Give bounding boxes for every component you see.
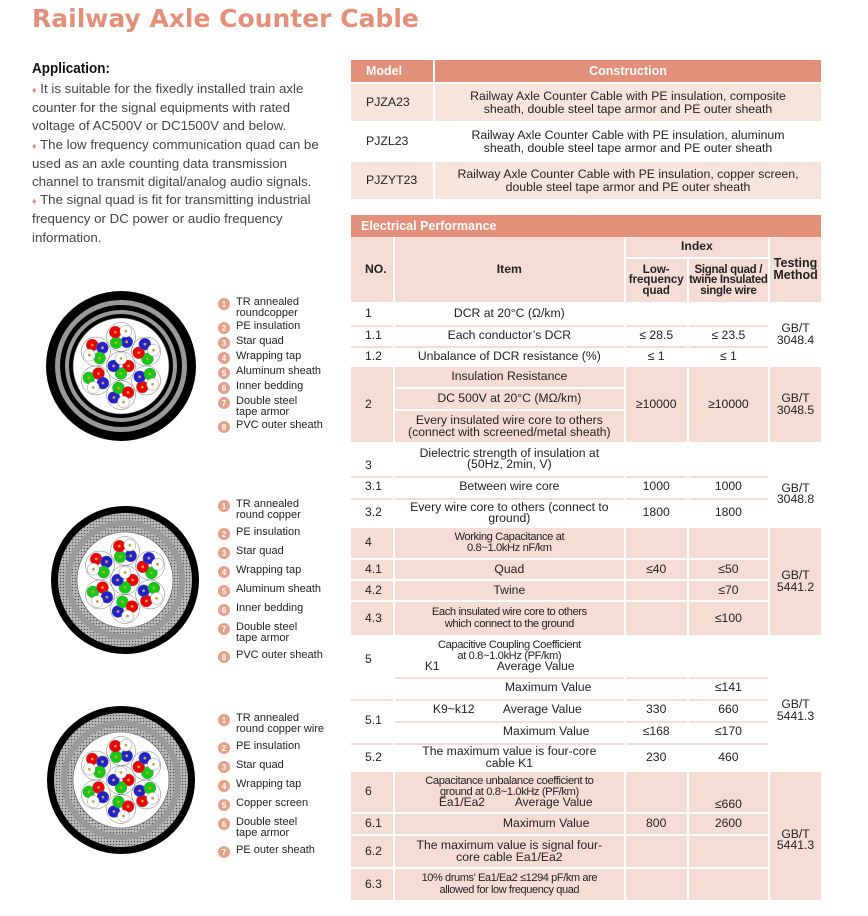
copper-conductor — [125, 754, 128, 757]
copper-conductor — [153, 587, 156, 590]
copper-conductor — [122, 401, 125, 404]
legend-number-badge-icon: 1 — [218, 298, 230, 310]
testing-method-cell: GB/T 5441.3 — [770, 772, 821, 900]
legend-item — [218, 366, 323, 379]
header-row — [351, 237, 821, 257]
legend-number-badge-icon: 4 — [218, 780, 230, 792]
legend-number-badge-icon: 2 — [218, 528, 230, 540]
copper-conductor — [128, 544, 131, 547]
copper-conductor — [122, 815, 125, 818]
table-row: 6.2 The maximum value is signal four- core cable Ea1/Ea2 — [351, 836, 821, 867]
application-bullet: ♦ The low frequency communication quad can be used as an axle counting data transmission channel to transmit digital/analog audio signals. — [32, 136, 319, 190]
item-header: Item — [395, 237, 624, 302]
copper-conductor — [117, 801, 120, 804]
legend-number-badge-icon: 6 — [218, 604, 230, 616]
legend-item — [218, 760, 324, 773]
application-bullet: ♦ It is suitable for the fixedly installed train axle counter for the signal equipments with rated voltage of AC500V or DC1500V and below. — [32, 81, 304, 134]
legend-label: TR annealed round copper wire — [236, 712, 325, 735]
copper-conductor — [124, 330, 127, 333]
model-table-header — [351, 60, 821, 82]
legend-number-badge-icon: 6 — [218, 382, 230, 394]
copper-conductor — [105, 560, 108, 563]
diamond-bullet-icon: ♦ — [32, 196, 37, 207]
copper-conductor — [117, 387, 120, 390]
copper-conductor — [138, 789, 141, 792]
cable-legend — [218, 499, 323, 669]
copper-conductor — [119, 555, 122, 558]
copper-conductor — [141, 386, 144, 389]
copper-conductor — [143, 343, 146, 346]
copper-conductor — [137, 351, 140, 354]
table-row: 6 Capacitance unbalance coefficient to ground at 0.8~1.0kHz (PF/km) Ea1/Ea2 Average Value ≤660 GB/T 5441.3 — [351, 772, 821, 812]
copper-conductor — [92, 386, 95, 389]
copper-conductor — [97, 786, 100, 789]
table-row: 1.2 Unbalance of DCR resistance (%) ≤ 1 ≤ 1 — [351, 346, 821, 365]
construction-cell: Railway Axle Counter Cable with PE insulation, composite sheath, double steel tape armor and PE outer sheath — [435, 84, 821, 121]
table-row — [351, 123, 821, 160]
copper-conductor — [112, 779, 115, 782]
table-row: 2 Insulation Resistance ≥10000 ≥10000 GB/T 3048.5 — [351, 367, 821, 387]
legend-number-badge-icon: 8 — [218, 421, 230, 433]
star-quad — [107, 323, 136, 352]
legend-item — [218, 741, 324, 754]
no-header: NO. — [351, 237, 393, 302]
legend-number-badge-icon: 3 — [218, 761, 230, 773]
legend-item — [218, 336, 323, 349]
copper-conductor — [125, 340, 128, 343]
table-row: 3.1 Between wire core 1000 1000 — [351, 476, 821, 496]
legend-item — [218, 584, 323, 597]
table-row: 1 DCR at 20°C (Ω/km) GB/T 3048.4 — [351, 304, 821, 323]
copper-conductor — [92, 800, 95, 803]
table-row: Every insulated wire core to others (connect with screened/metal sheath) — [351, 411, 821, 442]
copper-conductor — [151, 797, 154, 800]
model-table — [349, 58, 823, 201]
legend-label: Wrapping tap — [236, 350, 302, 362]
legend-label: Double steel tape armor — [236, 816, 298, 839]
legend-label: Copper screen — [236, 797, 309, 809]
copper-conductor — [114, 331, 117, 334]
copper-conductor — [102, 382, 105, 385]
testing-method-cell: GB/T 3048.4 — [770, 304, 821, 365]
construction-cell: Railway Axle Counter Cable with PE insulation, copper screen, double steel tape armor and PE outer sheath — [435, 162, 821, 199]
copper-conductor — [146, 771, 149, 774]
legend-label: Inner bedding — [236, 602, 304, 614]
legend-item — [218, 351, 323, 364]
application-section — [32, 60, 332, 247]
table-row: 4.3 Each insulated wire core to others which connect to the ground ≤100 — [351, 602, 821, 635]
copper-conductor — [149, 787, 152, 790]
signal-quad-header: Signal quad / twine Insulated single wire — [689, 259, 768, 302]
table-row: 4 Working Capacitance at 0.8~1.0kHz nF/km GB/T 5441.2 — [351, 528, 821, 558]
legend-item — [218, 420, 323, 433]
legend-label: Wrapping tap — [236, 778, 302, 790]
copper-conductor — [126, 615, 129, 618]
legend-label: Inner bedding — [236, 380, 304, 392]
copper-conductor — [120, 357, 123, 360]
table-row: 4.2 Twine ≤70 — [351, 581, 821, 600]
legend-item — [218, 527, 323, 540]
model-cell: PJZL23 — [366, 134, 409, 149]
legend-number-badge-icon: 1 — [218, 500, 230, 512]
copper-conductor — [97, 372, 100, 375]
legend-item — [218, 546, 323, 559]
copper-conductor — [120, 771, 123, 774]
legend-label: PE outer sheath — [236, 844, 315, 856]
star-quad — [111, 537, 140, 566]
legend-label: Double steel tape armor — [236, 621, 298, 644]
copper-conductor — [101, 760, 104, 763]
table-row: 6.3 10% drums' Ea1/Ea2 ≤1294 pF/km are allowed for low frequency quad — [351, 869, 821, 900]
copper-conductor — [138, 375, 141, 378]
copper-conductor — [96, 600, 99, 603]
copper-conductor — [120, 786, 123, 789]
cable-legend — [218, 297, 323, 435]
testing-method-cell: GB/T 5441.3 — [770, 637, 821, 770]
testing-method-cell: GB/T 3048.8 — [770, 444, 821, 526]
model-cell: PJZYT23 — [351, 162, 433, 199]
legend-number-badge-icon: 8 — [218, 651, 230, 663]
copper-conductor — [88, 354, 91, 357]
legend-label: Star quad — [236, 759, 284, 771]
table-row: 5.1 K9~k12 Average Value 330 660 — [351, 699, 821, 719]
table-row: 5 Capacitive Coupling Coefficient at 0.8~1.0kHz (PF/km) K1 Average Value GB/T 5441.3 — [351, 637, 821, 675]
copper-conductor — [113, 810, 116, 813]
table-row: Maximum Value ≤141 — [351, 677, 821, 697]
legend-item — [218, 650, 323, 663]
copper-conductor — [147, 557, 150, 560]
testing-method-cell: GB/T 3048.5 — [770, 367, 821, 442]
copper-conductor — [127, 805, 130, 808]
page-title: Railway Axle Counter Cable — [32, 4, 419, 33]
copper-conductor — [116, 579, 119, 582]
copper-conductor — [118, 545, 121, 548]
copper-conductor — [151, 383, 154, 386]
copper-conductor — [120, 372, 123, 375]
legend-number-badge-icon: 2 — [218, 742, 230, 754]
copper-conductor — [114, 745, 117, 748]
low-frequency-quad-header: Low- frequency quad — [626, 259, 687, 302]
index-header: Index — [626, 237, 768, 257]
table-row: 1.1 Each conductor’s DCR ≤ 28.5 ≤ 23.5 — [351, 325, 821, 344]
legend-label: PE insulation — [236, 526, 301, 538]
copper-conductor — [141, 800, 144, 803]
copper-conductor — [155, 597, 158, 600]
legend-number-badge-icon: 7 — [218, 623, 230, 635]
legend-item — [218, 297, 323, 319]
cable-cross-section-diagram — [46, 705, 196, 855]
copper-conductor — [124, 586, 127, 589]
copper-conductor — [127, 391, 130, 394]
legend-label: PVC outer sheath — [236, 649, 323, 661]
copper-conductor — [127, 779, 130, 782]
legend-item — [218, 622, 323, 644]
legend-label: TR annealed round copper — [236, 498, 301, 521]
copper-conductor — [137, 765, 140, 768]
copper-conductor — [102, 796, 105, 799]
copper-conductor — [131, 605, 134, 608]
legend-number-badge-icon: 4 — [218, 352, 230, 364]
table-row: 6.1 Maximum Value 800 2600 — [351, 814, 821, 834]
construction-header: Construction — [435, 60, 821, 82]
legend-item — [218, 396, 323, 418]
copper-conductor — [131, 579, 134, 582]
legend-label: Aluminum sheath — [236, 365, 321, 377]
copper-conductor — [156, 563, 159, 566]
legend-item — [218, 845, 324, 858]
table-row: 4.1 Quad ≤40 ≤50 — [351, 560, 821, 579]
legend-item — [218, 381, 323, 394]
copper-conductor — [101, 586, 104, 589]
copper-conductor — [101, 346, 104, 349]
copper-conductor — [87, 376, 90, 379]
model-cell: PJZA23 — [351, 84, 433, 121]
legend-label: PE insulation — [236, 740, 301, 752]
legend-number-badge-icon: 7 — [218, 397, 230, 409]
legend-label: PVC outer sheath — [236, 419, 323, 431]
legend-label: Star quad — [236, 545, 284, 557]
copper-conductor — [87, 790, 90, 793]
legend-item — [218, 817, 324, 839]
legend-label: Double steel tape armor — [236, 395, 298, 418]
copper-conductor — [98, 771, 101, 774]
copper-conductor — [145, 600, 148, 603]
application-heading: Application: — [32, 60, 111, 77]
copper-conductor — [112, 365, 115, 368]
electrical-performance-table — [349, 235, 823, 902]
copper-conductor — [106, 596, 109, 599]
copper-conductor — [150, 571, 153, 574]
legend-number-badge-icon: 5 — [218, 367, 230, 379]
table-row — [351, 162, 821, 199]
copper-conductor — [121, 601, 124, 604]
copper-conductor — [143, 757, 146, 760]
legend-number-badge-icon: 5 — [218, 799, 230, 811]
legend-item — [218, 713, 324, 735]
copper-conductor — [115, 341, 118, 344]
copper-conductor — [102, 571, 105, 574]
legend-number-badge-icon: 6 — [218, 818, 230, 830]
copper-conductor — [141, 565, 144, 568]
diamond-bullet-icon: ♦ — [32, 85, 37, 95]
copper-conductor — [127, 365, 130, 368]
copper-conductor — [146, 357, 149, 360]
electrical-performance-heading: Electrical Performance — [351, 215, 821, 237]
table-row — [351, 84, 821, 121]
copper-conductor — [92, 568, 95, 571]
testing-method-header: Testing Method — [770, 237, 821, 302]
cable-legend — [218, 713, 324, 864]
copper-conductor — [152, 763, 155, 766]
legend-label: PE insulation — [236, 320, 301, 332]
copper-conductor — [91, 344, 94, 347]
application-bullet: ♦ The signal quad is fit for transmitting industrial frequency or DC power or audio frequency information. — [32, 192, 311, 245]
table-row: 5.2 The maximum value is four-core cable K1 230 460 — [351, 743, 821, 770]
testing-method-cell: GB/T 5441.2 — [770, 528, 821, 635]
copper-conductor — [115, 755, 118, 758]
legend-item — [218, 565, 323, 578]
legend-number-badge-icon: 1 — [218, 714, 230, 726]
table-row: 3 Dielectric strength of insulation at (50Hz, 2min, V) GB/T 3048.8 — [351, 444, 821, 474]
cable-cross-section-diagram — [45, 290, 197, 442]
copper-conductor — [98, 357, 101, 360]
copper-conductor — [152, 349, 155, 352]
legend-label: Wrapping tap — [236, 564, 302, 576]
star-quad — [107, 737, 136, 766]
copper-conductor — [149, 373, 152, 376]
legend-item — [218, 603, 323, 616]
construction-cell: Railway Axle Counter Cable with PE insulation, aluminum sheath, double steel tape armor and PE outer sheath — [471, 128, 785, 155]
copper-conductor — [95, 558, 98, 561]
model-header: Model — [351, 60, 433, 82]
copper-conductor — [129, 554, 132, 557]
copper-conductor — [91, 590, 94, 593]
legend-number-badge-icon: 3 — [218, 547, 230, 559]
legend-label: Aluminum sheath — [236, 583, 321, 595]
copper-conductor — [124, 571, 127, 574]
cable-cross-section-diagram — [50, 505, 200, 655]
copper-conductor — [117, 610, 120, 613]
legend-label: TR annealed roundcopper — [236, 296, 299, 319]
table-row: Maximum Value ≤168 ≤170 — [351, 721, 821, 741]
copper-conductor — [124, 744, 127, 747]
legend-item — [218, 499, 323, 521]
copper-conductor — [142, 589, 145, 592]
legend-item — [218, 779, 324, 792]
legend-number-badge-icon: 3 — [218, 337, 230, 349]
legend-label: Star quad — [236, 335, 284, 347]
copper-conductor — [91, 758, 94, 761]
copper-conductor — [88, 768, 91, 771]
legend-item — [218, 321, 323, 334]
legend-number-badge-icon: 4 — [218, 566, 230, 578]
legend-item — [218, 798, 324, 811]
legend-number-badge-icon: 7 — [218, 846, 230, 858]
legend-number-badge-icon: 2 — [218, 322, 230, 334]
table-row: DC 500V at 20°C (MΩ/km) — [351, 389, 821, 409]
copper-conductor — [113, 396, 116, 399]
legend-number-badge-icon: 5 — [218, 585, 230, 597]
table-row: 3.2 Every wire core to others (connect to ground) 1800 1800 — [351, 498, 821, 526]
diamond-bullet-icon: ♦ — [32, 140, 37, 151]
